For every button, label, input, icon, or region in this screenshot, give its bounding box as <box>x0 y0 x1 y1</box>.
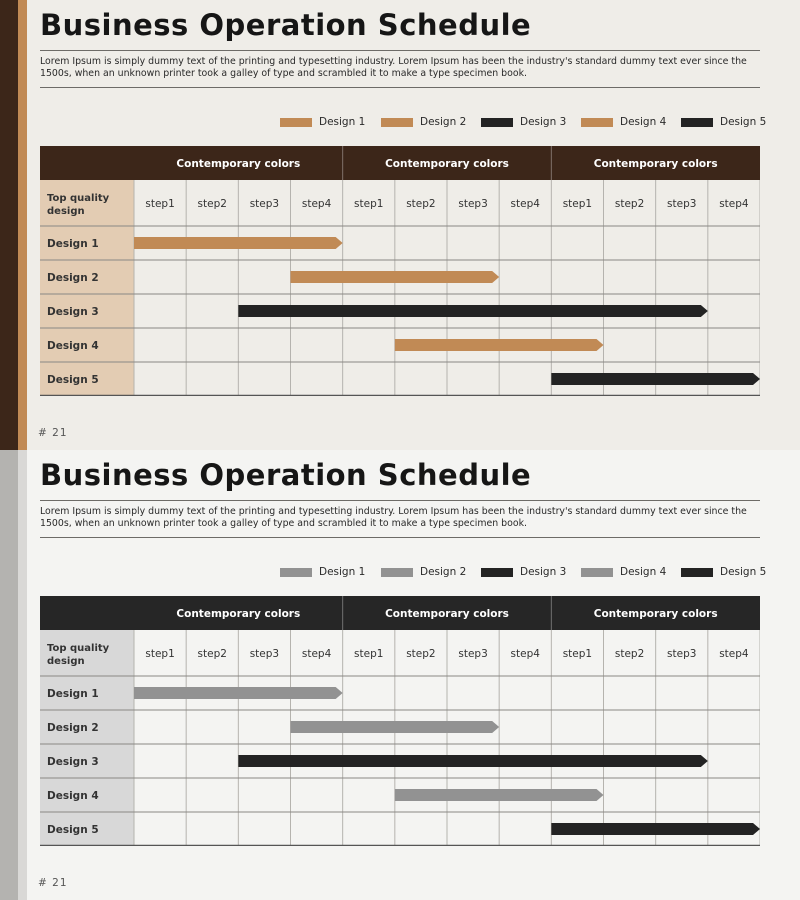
legend-item <box>280 112 365 132</box>
group-header: Contemporary colors <box>385 608 509 620</box>
legend-swatch <box>481 568 513 577</box>
row-label: Design 4 <box>47 790 99 802</box>
side-stripe-accent <box>18 0 27 450</box>
legend-label: Design 4 <box>620 566 667 578</box>
page-number: # 21 <box>38 427 68 439</box>
legend-swatch <box>681 118 713 127</box>
group-header: Contemporary colors <box>593 158 718 170</box>
title-rule <box>40 50 760 51</box>
gantt-bar <box>551 823 760 835</box>
legend-swatch <box>280 568 312 577</box>
legend-label: Design 3 <box>520 566 567 578</box>
legend-item <box>681 112 766 132</box>
row-label: Design 5 <box>47 824 99 836</box>
step-label: step3 <box>458 198 488 210</box>
step-label: step4 <box>301 648 332 660</box>
gantt-bar <box>134 687 343 699</box>
step-label: step1 <box>562 648 593 660</box>
legend-swatch <box>681 568 713 577</box>
legend-item <box>581 112 666 132</box>
step-label: step3 <box>249 198 280 210</box>
group-header: Contemporary colors <box>176 608 301 620</box>
legend-swatch <box>381 118 413 127</box>
legend-item <box>581 562 666 582</box>
slide-description: Lorem Ipsum is simply dummy text of the printing and typesetting industry. Lorem Ipsum has been the industry's standard dummy text ever since the 1500s, when an unknown printer took a galley of type and scrambled it to make a type specimen book. <box>40 56 747 79</box>
page-number: # 21 <box>38 877 68 889</box>
legend-item <box>681 562 766 582</box>
gantt-bar <box>134 237 343 249</box>
corner-label: Top quality design <box>47 193 110 217</box>
legend-label: Design 5 <box>720 566 767 578</box>
corner-label: Top quality design <box>47 643 110 667</box>
legend-label: Design 2 <box>420 566 467 578</box>
step-label: step1 <box>354 648 384 660</box>
step-label: step4 <box>719 198 749 210</box>
legend-swatch <box>481 118 513 127</box>
description-rule <box>40 87 760 88</box>
legend-swatch <box>381 568 413 577</box>
legend-label: Design 3 <box>520 116 567 128</box>
row-label: Design 4 <box>47 340 99 352</box>
legend-item <box>481 112 566 132</box>
step-label: step2 <box>614 198 645 210</box>
row-label: Design 3 <box>47 756 99 768</box>
gantt-bar <box>291 271 500 283</box>
step-label: step3 <box>667 198 697 210</box>
side-stripe-dark <box>0 0 18 450</box>
side-stripe-accent <box>18 450 27 900</box>
slide-gray <box>0 450 800 900</box>
legend-label: Design 1 <box>319 116 366 128</box>
legend-item <box>381 562 466 582</box>
slide-title: Business Operation Schedule <box>40 458 532 492</box>
step-label: step3 <box>458 648 488 660</box>
step-label: step4 <box>510 648 540 660</box>
step-label: step1 <box>145 198 175 210</box>
legend-label: Design 4 <box>620 116 667 128</box>
legend-item <box>280 562 365 582</box>
slide-description: Lorem Ipsum is simply dummy text of the printing and typesetting industry. Lorem Ipsum has been the industry's standard dummy text ever since the 1500s, when an unknown printer took a galley of type and scrambled it to make a type specimen book. <box>40 506 747 529</box>
description-rule <box>40 537 760 538</box>
step-label: step4 <box>301 198 332 210</box>
step-label: step2 <box>406 648 436 660</box>
legend-label: Design 2 <box>420 116 467 128</box>
legend-item <box>381 112 466 132</box>
group-header: Contemporary colors <box>385 158 509 170</box>
step-label: step2 <box>614 648 645 660</box>
gantt-bar <box>551 373 760 385</box>
row-label: Design 5 <box>47 374 99 386</box>
step-label: step4 <box>510 198 540 210</box>
step-label: step2 <box>406 198 436 210</box>
legend-swatch <box>581 118 613 127</box>
row-label: Design 2 <box>47 722 99 734</box>
side-stripe-dark <box>0 450 18 900</box>
step-label: step1 <box>145 648 175 660</box>
legend-label: Design 1 <box>319 566 366 578</box>
schedule-table <box>40 596 760 846</box>
row-label: Design 3 <box>47 306 99 318</box>
row-label: Design 1 <box>47 688 99 700</box>
step-label: step3 <box>249 648 280 660</box>
legend-swatch <box>581 568 613 577</box>
legend-item <box>481 562 566 582</box>
step-label: step2 <box>197 198 227 210</box>
gantt-bar <box>238 755 708 767</box>
step-label: step2 <box>197 648 227 660</box>
row-label: Design 2 <box>47 272 99 284</box>
step-label: step3 <box>667 648 697 660</box>
slide-title: Business Operation Schedule <box>40 8 532 42</box>
title-rule <box>40 500 760 501</box>
legend-label: Design 5 <box>720 116 767 128</box>
group-header: Contemporary colors <box>176 158 301 170</box>
step-label: step1 <box>354 198 384 210</box>
gantt-bar <box>238 305 708 317</box>
gantt-bar <box>395 789 604 801</box>
gantt-bar <box>395 339 604 351</box>
gantt-bar <box>291 721 500 733</box>
row-label: Design 1 <box>47 238 99 250</box>
legend-swatch <box>280 118 312 127</box>
schedule-table <box>40 146 760 396</box>
step-label: step4 <box>719 648 749 660</box>
step-label: step1 <box>562 198 593 210</box>
group-header: Contemporary colors <box>593 608 718 620</box>
